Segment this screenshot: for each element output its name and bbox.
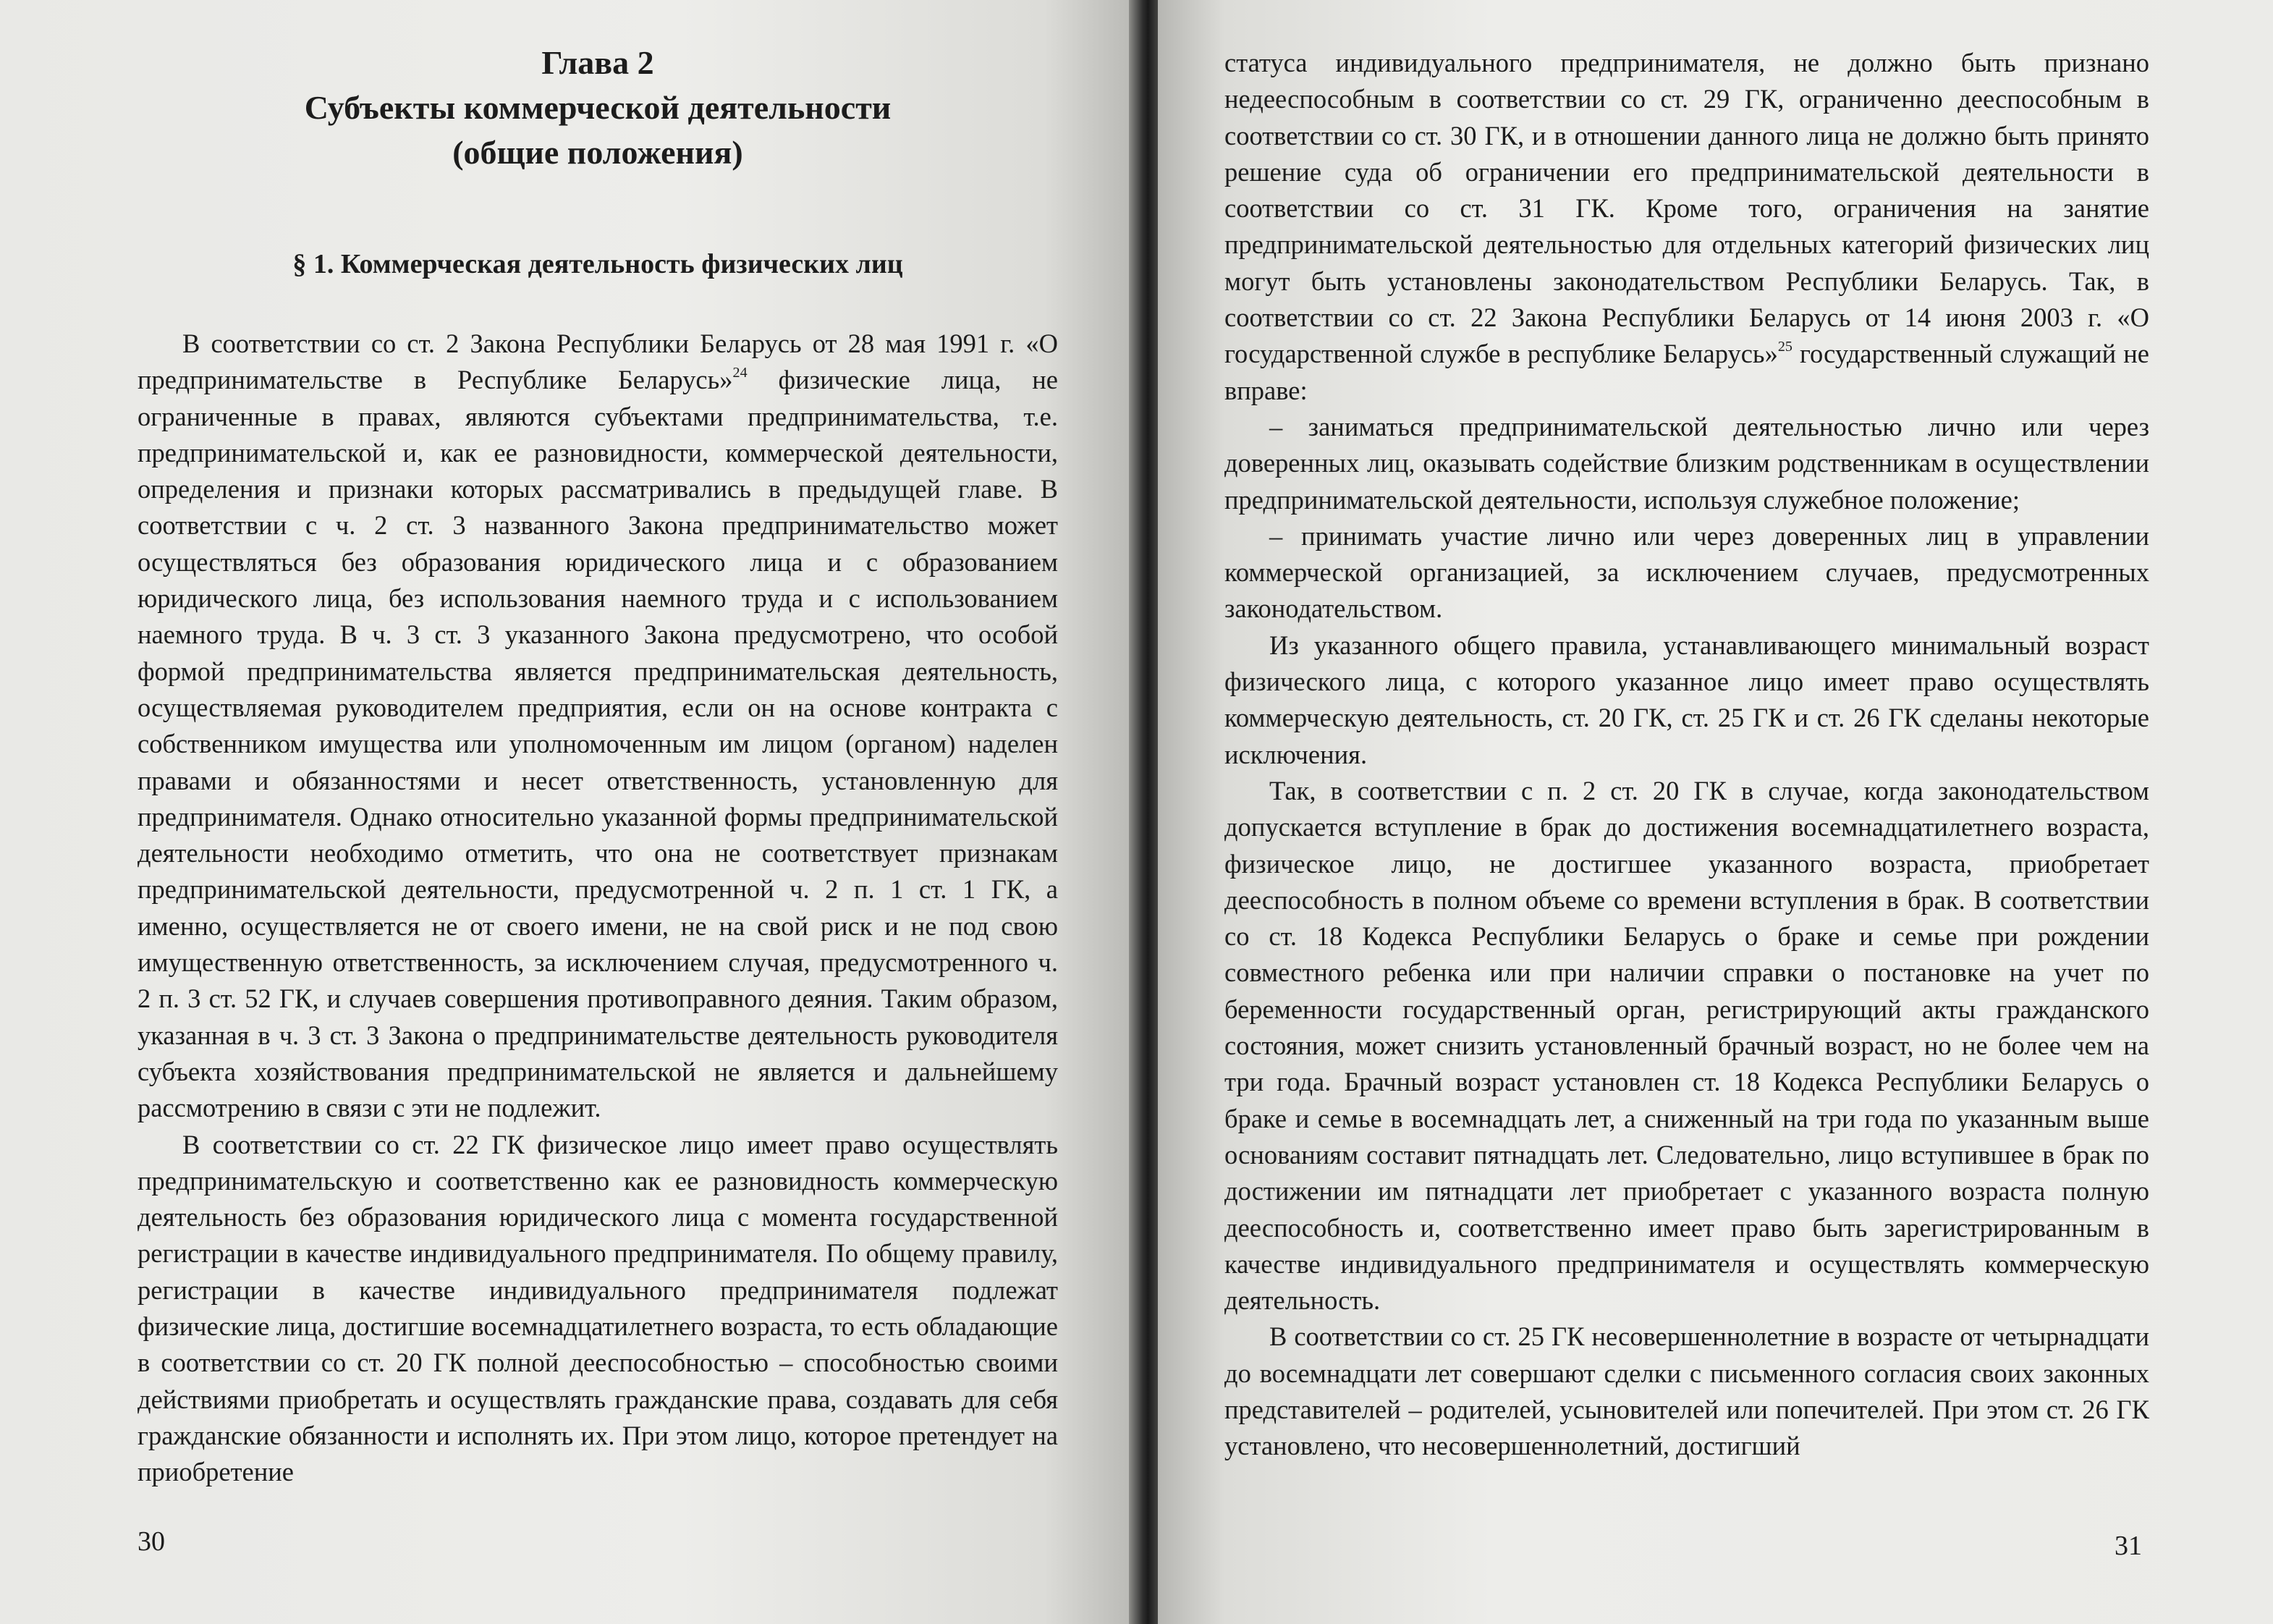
paragraph <box>1224 45 2149 409</box>
page-number: 30 <box>137 1526 165 1557</box>
list-item: – принимать участие лично или через доверенных лиц в управлении коммерческой организацией, за исключением случаев, предусмотренных законодательством. <box>1224 520 2149 624</box>
chapter-number: Глава 2 <box>541 44 654 81</box>
list-item: – заниматься предпринимательской деятельностью лично или через доверенных лиц, оказывать содействие близким родственникам в осуществлении предпринимательской деятельности, используя служебное положение; <box>1224 411 2149 515</box>
paragraph: Из указанного общего правила, устанавливающего минимальный возраст физического лица, с которого указанное лицо имеет право осуществлять коммерческую деятельность, ст. 20 ГК, ст. 25 ГК и ст. 26 ГК сделаны некоторые исключения. <box>1224 630 2149 769</box>
footnote-marker: 24 <box>732 365 748 381</box>
paragraph: В соответствии со ст. 25 ГК несовершеннолетние в возрасте от четырнадцати до восемнадцати лет совершают сделки с письменного согласия своих законных представителей – родителей, усыновителей или попечителей. При этом ст. 26 ГК установлено, что несовершеннолетний, достигший <box>1224 1321 2149 1461</box>
paragraph-text: статуса индивидуального предпринимателя, не должно быть признано недееспособным в соответствии со ст. 29 ГК, ограниченно дееспособным в соответствии со ст. 30 ГК, и в отношении данного лица не должно быть принято решение суда об ограничении его предпринимательской деятельности в соответствии со ст. 31 ГК. Кроме того, ограничения на занятие предпринимательской деятельностью для отдельных категорий физических лиц могут быть установлены законодательством Республики Беларусь. Так, в соответствии со ст. 22 Закона Республики Беларусь от 14 июня 2003 г. «О государственной службе в республике Беларусь» <box>1224 48 2149 369</box>
right-body-text <box>1224 45 2149 1465</box>
paragraph-text: государственный служащий не вправе: <box>1224 339 2149 405</box>
chapter-title-line2: (общие положения) <box>452 134 743 171</box>
left-page <box>0 0 1135 1624</box>
right-page <box>1158 0 2273 1624</box>
paragraph-text: В соответствии со ст. 2 Закона Республики Беларусь от 28 мая 1991 г. «О предпринимательстве в Республике Беларусь» <box>137 329 1058 395</box>
page-number: 31 <box>2115 1531 2142 1561</box>
left-body-text <box>137 326 1058 1491</box>
footnote-marker: 25 <box>1777 339 1792 355</box>
paragraph: Так, в соответствии с п. 2 ст. 20 ГК в случае, когда законодательством допускается вступление в брак до достижения восемнадцатилетнего возраста, физическое лицо, не достигшее указанного возраста, приобретает дееспособность в полном объеме со времени вступления в брак. В соответствии со ст. 18 Кодекса Республики Беларусь о браке и семье при рождении совместного ребенка или при наличии справки о постановке на учет по беременности государственный орган, регистрирующий акты гражданского состояния, может снизить установленный брачный возраст, но не более чем на три года. Брачный возраст установлен ст. 18 Кодекса Республики Беларусь о браке и семье в восемнадцать лет, а сниженный на три года по указанным выше основаниям составит пятнадцать лет. Следовательно, лицо вступившее в брак по достижении им пятнадцати лет приобретает с указанного возраста полную дееспособность и, соответственно имеет право быть зарегистрированным в качестве индивидуального предпринимателя и осуществлять коммерческую деятельность. <box>1224 775 2149 1316</box>
section-heading: § 1. Коммерческая деятельность физических лиц <box>292 249 903 279</box>
paragraph: В соответствии со ст. 22 ГК физическое лицо имеет право осуществлять предпринимательскую и соответственно как ее разновидность коммерческую деятельность без образования юридического лица с момента государственной регистрации в качестве индивидуального предпринимателя. По общему правилу, регистрации в качестве индивидуального предпринимателя подлежат физические лица, достигшие восемнадцатилетнего возраста, то есть обладающие в соответствии со ст. 20 ГК полной дееспособностью – способностью своими действиями приобретать и осуществлять гражданские права, создавать для себя гражданские обязанности и исполнять их. При этом лицо, которое претендует на приобретение <box>137 1129 1058 1487</box>
paragraph-text: физические лица, не ограниченные в правах, являются субъектами предпринимательства, т.е. предпринимательской и, как ее разновидности, коммерческой деятельности, определения и признаки которых рассматривались в предыдущей главе. В соответствии с ч. 2 ст. 3 названного Закона предпринимательство может осуществляться без образования юридического лица и с образованием юридического лица, без использования наемного труда и с использованием наемного труда. В ч. 3 ст. 3 указанного Закона предусмотрено, что особой формой предпринимательства является предпринимательская деятельность, осуществляемая руководителем предприятия, если он на основе контракта с собственником имущества или уполномоченным им лицом (органом) наделен правами и обязанностями и несет ответственность, установленную для предпринимателя. Однако относительно указанной формы предпринимательской деятельности необходимо отметить, что она не соответствует признакам предпринимательской деятельности, предусмотренной ч. 2 п. 1 ст. 1 ГК, а именно, осуществляется не от своего имени, не на свой риск и не под свою имущественную ответственность, за исключением случая, предусмотренного ч. 2 п. 3 ст. 52 ГК, и случаев совершения противоправного деяния. Таким образом, указанная в ч. 3 ст. 3 Закона о предпринимательстве деятельность руководителя субъекта хозяйствования предпринимательской не является и дальнейшему рассмотрению в связи с эти не подлежит. <box>137 365 1058 1123</box>
chapter-title-line1: Субъекты коммерческой деятельности <box>304 89 892 126</box>
paragraph <box>137 326 1058 1127</box>
chapter-title <box>137 85 1058 175</box>
